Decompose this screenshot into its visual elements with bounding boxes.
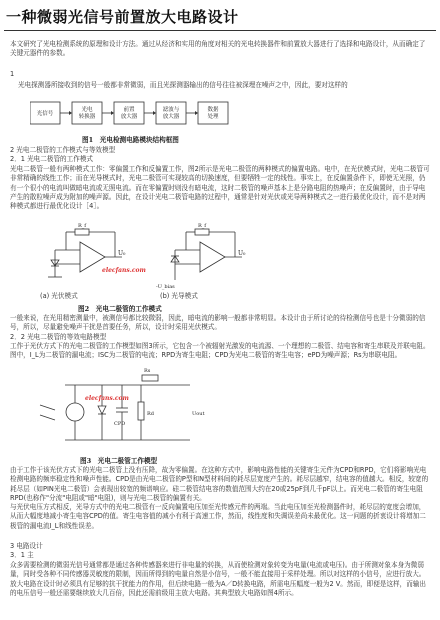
rd-resistor [138,402,144,420]
fig2-right-circuit [171,229,242,280]
fig1-block [72,102,102,124]
light-arrow-2 [40,415,55,420]
ideal-diode [98,406,106,414]
fig1-block-label: 滤波与 [162,107,180,113]
rs-label: Rs [144,368,151,374]
fig1-block [198,102,228,124]
rf-right-resistor [195,229,209,235]
fig1-block-diagram [30,96,230,130]
watermark-fig3: elecfans.com [85,395,129,402]
fig2-caption: 图2 光电二极管的工作模式 [78,305,162,313]
page-title: 一种微弱光信号前置放大电路设计 [6,8,239,26]
section-2-1-body: 光电二极管一般有两种模式工作：零偏置工作和反偏置工作，图2所示是光电二极管的两种模式的偏置电路。电中，在光伏模式时，光电二极管可非常精确的线性工作；而在光导模式时，光电二极管可实现较高的切换速度，但要牺牲一定的线性。事实上，在反偏置条件下，即使无光照，仍有一个很小的电流叫做暗电流或无照电流。而在零偏置时则没有暗电流，这时二极管的噪声基本上是分路电阻的热噪声；在反偏置时，由于导电产生的散粒噪声成为附加的噪声源。因此，在设计光电二极管电路的过程中，通常是针对光伏或光导两种模式之一进行最优化设计，而不是对两种模式都进行最优化设计［4］。 [10,165,430,211]
fig1-block-label: 放大器 [120,114,138,120]
opamp-right [200,242,225,272]
rf-right-label: R_f [198,223,207,229]
fig1-caption: 图1 光电检测电路模块结构框图 [82,136,179,144]
section-3-1-heading: 3 电路设计 3．1 主 [10,542,43,560]
fig1-block [114,102,144,124]
fig1-block-label: 转换器 [78,114,96,120]
fig1-block [156,102,186,124]
intro-paragraph: 光电探测器所接收到的信号一般都非常微弱，而且光探测器输出的信号往往被深埋在噪声之中，因此，要对这样的 [18,81,348,89]
fig1-block-label: 数据 [207,107,219,113]
section-number: 1 [10,70,15,78]
uo-left-label: U₀ [118,250,126,257]
title-rule [4,30,436,31]
fig1-block-label: 放大器 [162,114,180,120]
ubias-label: -U_bias [156,284,175,290]
cpd-label: CPD [114,421,126,427]
rs-resistor [142,375,158,381]
fig1-arrowhead [111,111,114,115]
fig2-left-label: (a) 光伏模式 [40,292,78,300]
uout-label: Uout [192,411,205,417]
fig1-arrowhead [69,111,72,115]
uo-right-label: U₀ [238,250,246,257]
fig1-arrowhead [195,111,198,115]
section-3-body: 由于工作于该光伏方式下的光电二极管上没有压降，故为零偏置。在这种方式中，影响电路性能的关键寄生元件为CPD和RPD，它们将影响光电检测电路的频率稳定性和噪声性能。CPD是由光电二极管的P型和N型材料间的耗尽层宽度产生的。耗尽层越窄，结电容的值越大。相反，较宽的耗尽层（如PIN光电二极管）会表现出较宽的频谱响应。硅二极管结电容的数值范围大约在20或25pF到几千pF以上。而光电二极管的寄生电阻RPD(也称作"分流"电阻或"暗"电阻)，则与光电二极管的偏置有关。 与光伏电压方式相反，光导方式中的光电二极管有一反向偏置电压加至光传感元件的两端。当此电压加至光检测器件时，耗尽层的宽度会增加，从而大幅度地减小寄生电容CPD的值。寄生电容值的减小有利于高速工作，然而，线性度和失调误差尚未最优化。这一问题的折衷设计将增加二极管的漏电流I_L和线性误差。 [10,466,429,530]
section-2-2-body: 一般来说，在光用精密测量中，被测信号都比较微弱，因此，暗电流的影响一般都非常明显。本设计由于所讨论的待检测信号也是十分微弱的信号，所以，尽量避免噪声干扰是首要任务，所以，设计时采用光伏模式。 2．2 光电二极管的等效电路模型 工作于光伏方式下的光电二极管的工作模型如图3所示，它包含一个被辐射光激发的电流源、一个理想的二极管、结电容和寄生串联及并联电阻。图中，I_L为二极管的漏电流；ISC为二极管的电流；RPD为寄生电阻；CPD为光电二极管的寄生电容；ePD为噪声源；Rs为串联电阻。 [10,314,430,360]
fig2-right-label: (b) 光导模式 [160,292,198,300]
rf-left-label: R_f [78,223,87,229]
fig1-block-label: 光信号 [36,111,54,117]
fig1-block-label: 处理 [207,114,219,120]
abstract: 本文研究了光电检测系统的原理和设计方法。通过从经济和实用的角度对相关的光电转换器件和前置放大器进行了选择和电路设计，从而确定了关键元器件的参数。 [10,40,426,58]
section-3-1-body: 众多需要检测的微弱光信号通常都是通过各种传感器来进行非电量的转换，从而使检测对象转变为电量(电流或电压)。由于所测对象本身为微弱量，同时受各种不同传感器灵敏度的限制，因而所得到的电量自然是小信号，一般不能直接用于采样处理。所以对这样的小信号，应进行放大。放大电路在设计时必须具有足够的抗干扰能力的作用，但后续电路一般为A／D转换电路，所需电压幅度一般为2 V。然而，即便是这样，而输出的电压信号一般还需要继续放大几百倍，因此还需前级用主放大电路。其典型放大电路如图4所示。 [10,561,427,597]
fig2-circuits [30,222,270,292]
rd-label: Rd [147,411,154,417]
fig1-arrowhead [153,111,156,115]
current-source [66,403,84,421]
fig3-model [30,360,230,450]
section-2-1-heading: 2 光电二极管的工作模式与等效模型 2．1 光电二极管的工作模式 [10,146,116,164]
fig3-caption: 图3 光电二极管工作模型 [80,457,158,465]
fig1-block-label: 光电 [81,107,93,113]
watermark-fig2: elecfans.com [102,267,146,274]
fig1-block-label: 前置 [123,107,135,113]
rf-left-resistor [75,229,89,235]
light-arrow-1 [40,405,55,410]
